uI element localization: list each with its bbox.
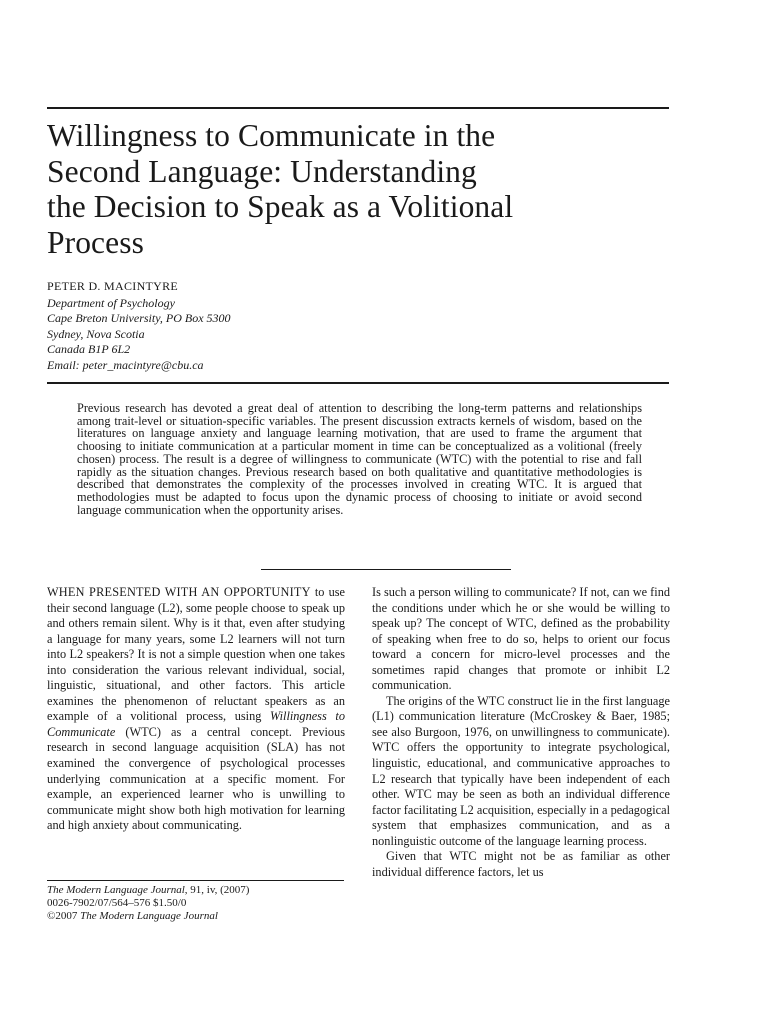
title-line-4: Process [47,224,144,260]
copyright-journal: The Modern Language Journal [80,910,218,923]
abstract: Previous research has devoted a great deal of attention to describing the long-term patterns and relationships among trait-level or situation-specific variables. The present discussion extracts kernels of wisdom, based on the literatures on language anxiety and language learning motivation, that are used to frame the argument that choosing to initiate communication at a particular moment in time can be conceptualized as a volitional (freely chosen) process. The result is a degree of willingness to communicate (WTC) with the potential to rise and fall rapidly as the situation changes. Previous research based on both qualitative and quantitative methodologies is described that demonstrates the complexity of the processes involved in creating WTC. It is argued that methodologies must be adapted to focus upon the dynamic process of choosing to initiate or avoid second language communication when the opportunity arises. [77,401,642,517]
body-paragraph: Is such a person willing to communicate? If not, can we find the conditions under which he or she would be willing to speak up? The concept of WTC, defined as the probability of speaking when free to do so, helps to orient our focus toward a concern for micro-level processes and the sometimes rapid changes that promote or inhibit L2 communication. [372,585,670,693]
footer-rule [47,880,344,881]
affiliation-department: Department of Psychology [47,295,175,310]
title-line-2: Second Language: Understanding [47,153,477,189]
body-paragraph: The origins of the WTC construct lie in the first language (L1) communication literature (McCroskey & Baer, 1985; see also Burgoon, 1976, on unwillingness to communicate). WTC offers the opportunity to integrate psychological, linguistic, educational, and communicative approaches to L2 research that typically have been independent of each other. WTC may be seen as both an individual difference factor facilitating L2 acquisition, especially in a pedagogical system that emphasizes communication, and as a nonlinguistic outcome of the language learning process. [372,693,670,848]
body-paragraph: Given that WTC might not be as familiar as other individual difference factors, let us [372,849,670,879]
body-paragraph [47,585,345,834]
article-title [47,118,687,260]
citation-footer [47,884,344,924]
affiliation-country: Canada B1P 6L2 [47,342,131,357]
journal-citation [47,884,344,897]
body-text: (WTC) as a central concept. Previous research in second language acquisition (SLA) has not examined the convergence of psychological processes underlying communication at a specific moment. For example, an experienced learner who is unwilling to communicate might show both high motivation for learning and high anxiety about communicating. [47,724,345,833]
body-text: to use their second language (L2), some people choose to speak up and others remain silent. Why is it that, even after studying a language for many years, some L2 learners will not turn into L2 speakers? It is not a simple question when one takes into consideration the various relevant individual, social, linguistic, situational, and other factors. This article examines the phenomenon of reluctant speakers as an example of a volitional process, using [47,585,345,724]
key-term: Willingness to Communicate [47,709,345,739]
author-email: Email: peter_macintyre@cbu.ca [47,357,204,372]
author-name: PETER D. MACINTYRE [47,279,179,293]
copyright-year: ©2007 [47,910,81,923]
volume-issue: , 91, iv, (2007) [184,884,250,896]
lead-in-caps: WHEN PRESENTED WITH AN OPPORTUNITY [47,585,311,599]
header-bottom-rule [47,382,669,384]
affiliation-university: Cape Breton University, PO Box 5300 [47,311,231,326]
top-rule [47,107,669,109]
title-line-1: Willingness to Communicate in the [47,118,496,153]
title-line-3: the Decision to Speak as a Volitional [47,189,514,224]
body-column-right [372,585,670,880]
author-block [47,279,647,374]
abstract-separator-rule [261,569,511,570]
journal-name: The Modern Language Journal [47,884,185,896]
affiliation-city: Sydney, Nova Scotia [47,326,145,341]
copyright-line [47,910,344,923]
body-column-left [47,585,345,834]
issn-line: 0026-7902/07/564–576 $1.50/0 [47,897,187,910]
